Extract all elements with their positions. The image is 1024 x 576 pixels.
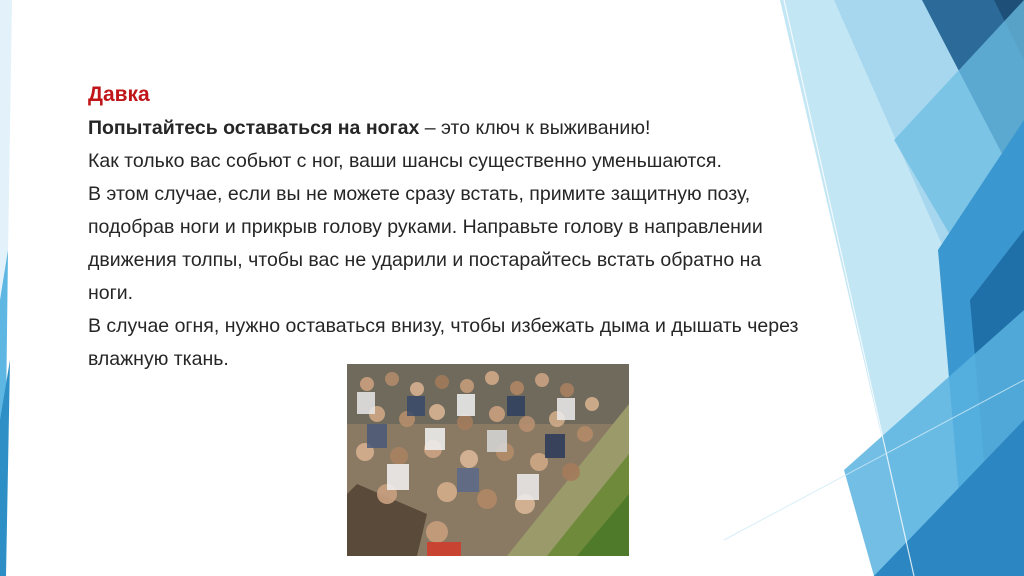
text-line-2: Как только вас собьют с ног, ваши шансы существенно уменьшаются. — [88, 150, 722, 172]
text-line-4: подобрав ноги и прикрыв голову руками. Направьте голову в направлении — [88, 216, 763, 238]
slide-text — [88, 78, 948, 376]
text-line-3: В этом случае, если вы не можете сразу встать, примите защитную позу, — [88, 183, 751, 205]
left-decorative-frame — [0, 0, 16, 576]
crowd-photo-illustration — [347, 364, 629, 556]
slide-heading: Давка — [88, 83, 150, 106]
text-line-8: влажную ткань. — [88, 348, 229, 370]
lead-phrase-rest: – это ключ к выживанию! — [419, 117, 651, 139]
bold-lead-phrase: Попытайтесь оставаться на ногах — [88, 117, 420, 139]
text-line-6: ноги. — [88, 282, 134, 304]
text-line-5: движения толпы, чтобы вас не ударили и постарайтесь встать обратно на — [88, 249, 762, 271]
text-line-7: В случае огня, нужно оставаться внизу, чтобы избежать дыма и дышать через — [88, 315, 799, 337]
crowd-photo — [347, 364, 629, 556]
text-line-1 — [88, 112, 948, 145]
